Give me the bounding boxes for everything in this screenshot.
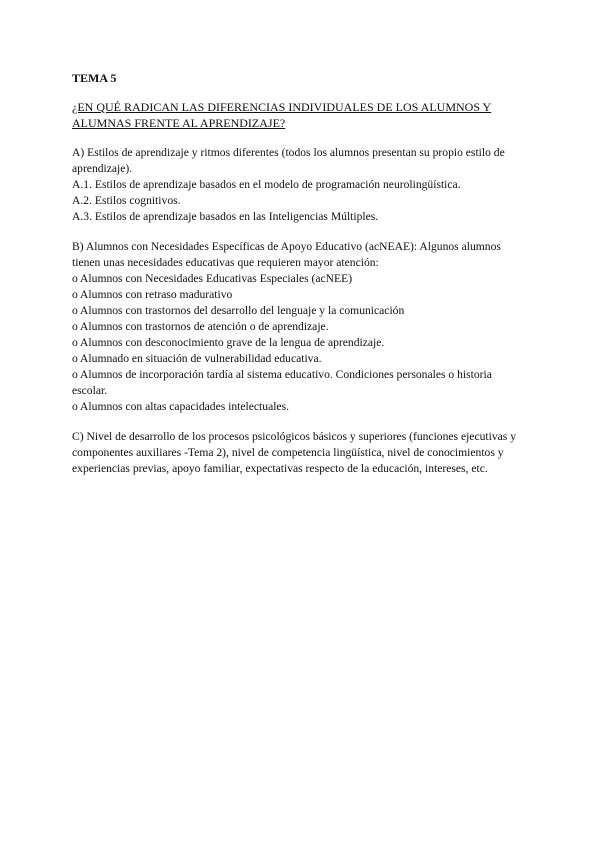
main-question: ¿EN QUÉ RADICAN LAS DIFERENCIAS INDIVIDUALES DE LOS ALUMNOS Y ALUMNAS FRENTE AL APRENDIZAJE?	[72, 100, 492, 130]
section-a-intro: A) Estilos de aprendizaje y ritmos diferentes (todos los alumnos presentan su propio estilo de aprendizaje).	[72, 146, 505, 175]
section-b-item: o Alumnos con trastornos del desarrollo del lenguaje y la comunicación	[72, 304, 405, 317]
section-a	[72, 145, 528, 225]
section-b-intro: B) Alumnos con Necesidades Específicas de Apoyo Educativo (acNEAE): Algunos alumnos tienen unas necesidades educativas que requieren mayor atención:	[72, 240, 501, 269]
section-b-item: o Alumnos con desconocimiento grave de la lengua de aprendizaje.	[72, 336, 385, 349]
section-b-item: o Alumnos de incorporación tardía al sistema educativo. Condiciones personales o historia escolar.	[72, 368, 492, 397]
document-page	[72, 70, 528, 491]
section-b-item: o Alumnado en situación de vulnerabilidad educativa.	[72, 352, 322, 365]
section-c-text: C) Nivel de desarrollo de los procesos psicológicos básicos y superiores (funciones ejecutivas y componentes auxiliares -Tema 2), nivel de competencia lingüística, nivel de conocimientos y experiencias previas, apoyo familiar, expectativas respecto de la educación, intereses, etc.	[72, 430, 516, 475]
section-a-item: A.3. Estilos de aprendizaje basados en las Inteligencias Múltiples.	[72, 210, 379, 223]
section-c	[72, 429, 528, 477]
section-b-item: o Alumnos con retraso madurativo	[72, 288, 233, 301]
section-a-item: A.2. Estilos cognitivos.	[72, 194, 181, 207]
section-b-item: o Alumnos con altas capacidades intelectuales.	[72, 400, 289, 413]
section-a-item: A.1. Estilos de aprendizaje basados en el modelo de programación neurolingüística.	[72, 178, 461, 191]
document-title: TEMA 5	[72, 71, 117, 85]
section-b-item: o Alumnos con trastornos de atención o de aprendizaje.	[72, 320, 329, 333]
section-b-item: o Alumnos con Necesidades Educativas Especiales (acNEE)	[72, 272, 353, 285]
section-b	[72, 239, 528, 415]
